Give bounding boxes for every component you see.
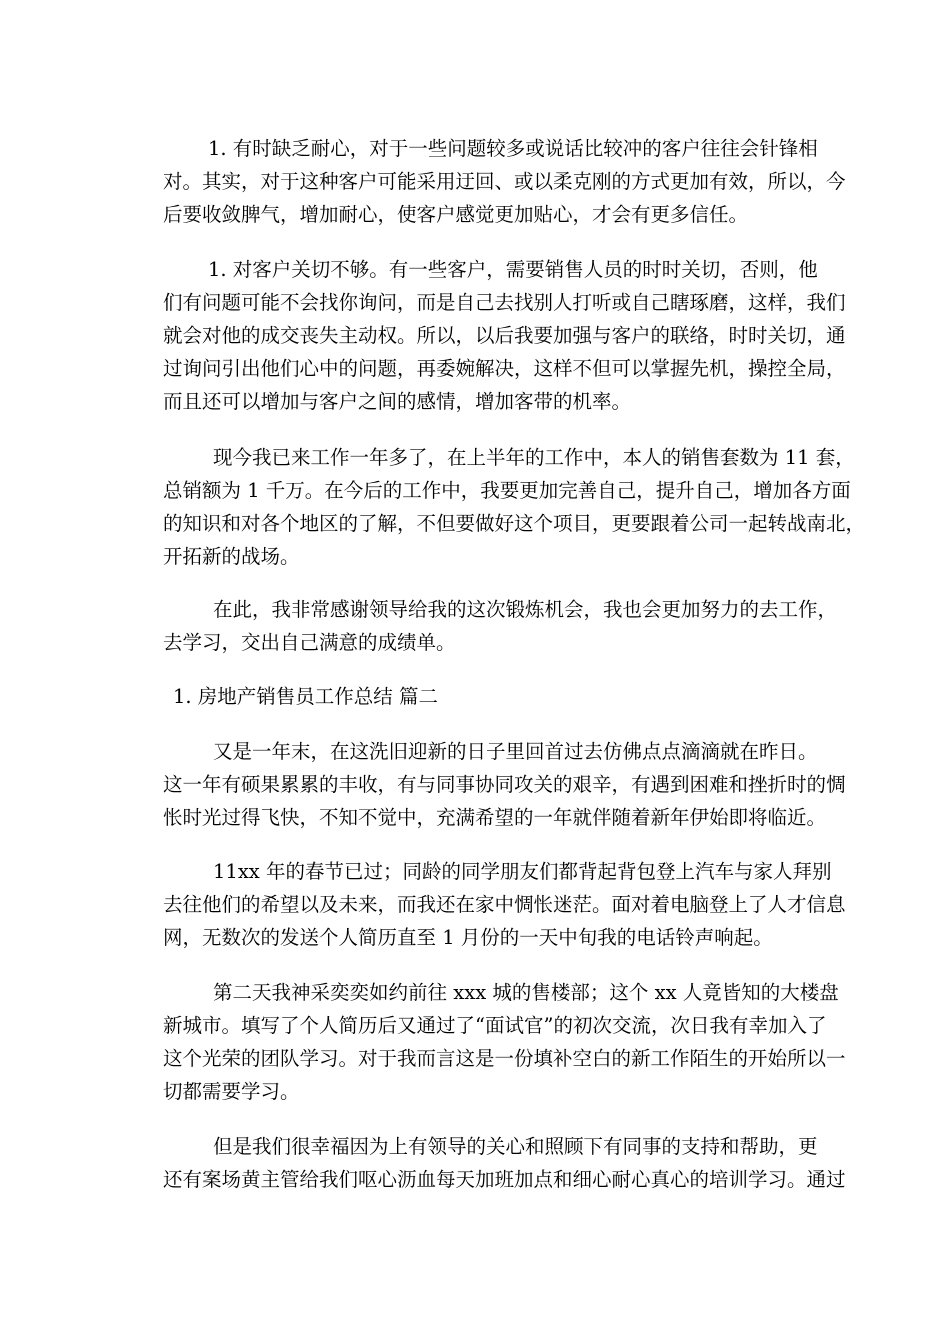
paragraph-happiness <box>163 1130 846 1196</box>
paragraph-line: 11xx 年的春节已过；同龄的同学朋友们都背起背包登上汽车与家人拜别 <box>213 860 832 883</box>
paragraph-line: 还有案场黄主管给我们呕心沥血每天加班加点和细心耐心真心的培训学习。通过 <box>163 1168 846 1191</box>
paragraph-line: 网，无数次的发送个人简历直至 1 月份的一天中旬我的电话铃声响起。 <box>163 926 773 949</box>
paragraph-second-day <box>163 976 846 1108</box>
paragraph-line: 切都需要学习。 <box>163 1080 300 1103</box>
paragraph-line: 在此，我非常感谢领导给我的这次锻炼机会，我也会更加努力的去工作， <box>213 598 838 621</box>
paragraph-line: 这一年有硕果累累的丰收，有与同事协同攻关的艰辛，有遇到困难和挫折时的惆 <box>163 773 846 796</box>
paragraph-line: 新城市。填写了个人简历后又通过了“面试官”的初次交流，次日我有幸加入了 <box>163 1014 827 1037</box>
paragraph-line: 这个光荣的团队学习。对于我而言这是一份填补空白的新工作陌生的开始所以一 <box>163 1047 846 1070</box>
paragraph-line: 开拓新的战场。 <box>163 545 300 568</box>
paragraph-sales-results <box>163 441 866 573</box>
paragraph-line: 现今我已来工作一年多了，在上半年的工作中，本人的销售套数为 11 套， <box>213 446 855 469</box>
paragraph-line: 总销额为 1 千万。在今后的工作中，我要更加完善自己，提升自己，增加各方面 <box>163 479 851 502</box>
paragraph-line: 的知识和对各个地区的了解，不但要做好这个项目，更要跟着公司一起转战南北， <box>163 512 866 535</box>
paragraph-patience <box>163 132 846 231</box>
paragraph-line: 去往他们的希望以及未来，而我还在家中惆怅迷茫。面对着电脑登上了人才信息 <box>163 893 846 916</box>
paragraph-year-end <box>163 735 846 834</box>
paragraph-line: 们有问题可能不会找你询问，而是自己去找别人打听或自己瞎琢磨，这样，我们 <box>163 291 846 314</box>
paragraph-line: 1. 对客户关切不够。有一些客户，需要销售人员的时时关切，否则，他 <box>208 258 818 281</box>
paragraph-line: 怅时光过得飞快，不知不觉中，充满希望的一年就伴随着新年伊始即将临近。 <box>163 806 827 829</box>
paragraph-line: 对。其实，对于这种客户可能采用迂回、或以柔克刚的方式更加有效，所以，今 <box>163 170 846 193</box>
section-heading <box>163 680 843 713</box>
paragraph-line: 但是我们很幸福因为上有领导的关心和照顾下有同事的支持和帮助，更 <box>213 1135 818 1158</box>
paragraph-line: 过询问引出他们心中的问题，再委婉解决，这样不但可以掌握先机，操控全局， <box>163 357 846 380</box>
paragraph-line: 就会对他的成交丧失主动权。所以，以后我要加强与客户的联络，时时关切，通 <box>163 324 846 347</box>
paragraph-line: 而且还可以增加与客户之间的感情，增加客带的机率。 <box>163 390 632 413</box>
paragraph-line: 后要收敛脾气，增加耐心，使客户感觉更加贴心，才会有更多信任。 <box>163 203 749 226</box>
paragraph-line: 第二天我神采奕奕如约前往 xxx 城的售楼部；这个 xx 人竟皆知的大楼盘 <box>213 981 839 1004</box>
paragraph-line: 去学习，交出自己满意的成绩单。 <box>163 631 456 654</box>
paragraph-spring-festival <box>163 855 846 954</box>
section-heading-text: 1. 房地产销售员工作总结 篇二 <box>173 685 439 708</box>
paragraph-line: 1. 有时缺乏耐心，对于一些问题较多或说话比较冲的客户往往会针锋相 <box>208 137 818 160</box>
paragraph-line: 又是一年末，在这洗旧迎新的日子里回首过去仿佛点点滴滴就在昨日。 <box>213 740 818 763</box>
paragraph-thanks <box>163 593 843 659</box>
paragraph-customer-care <box>163 253 846 418</box>
